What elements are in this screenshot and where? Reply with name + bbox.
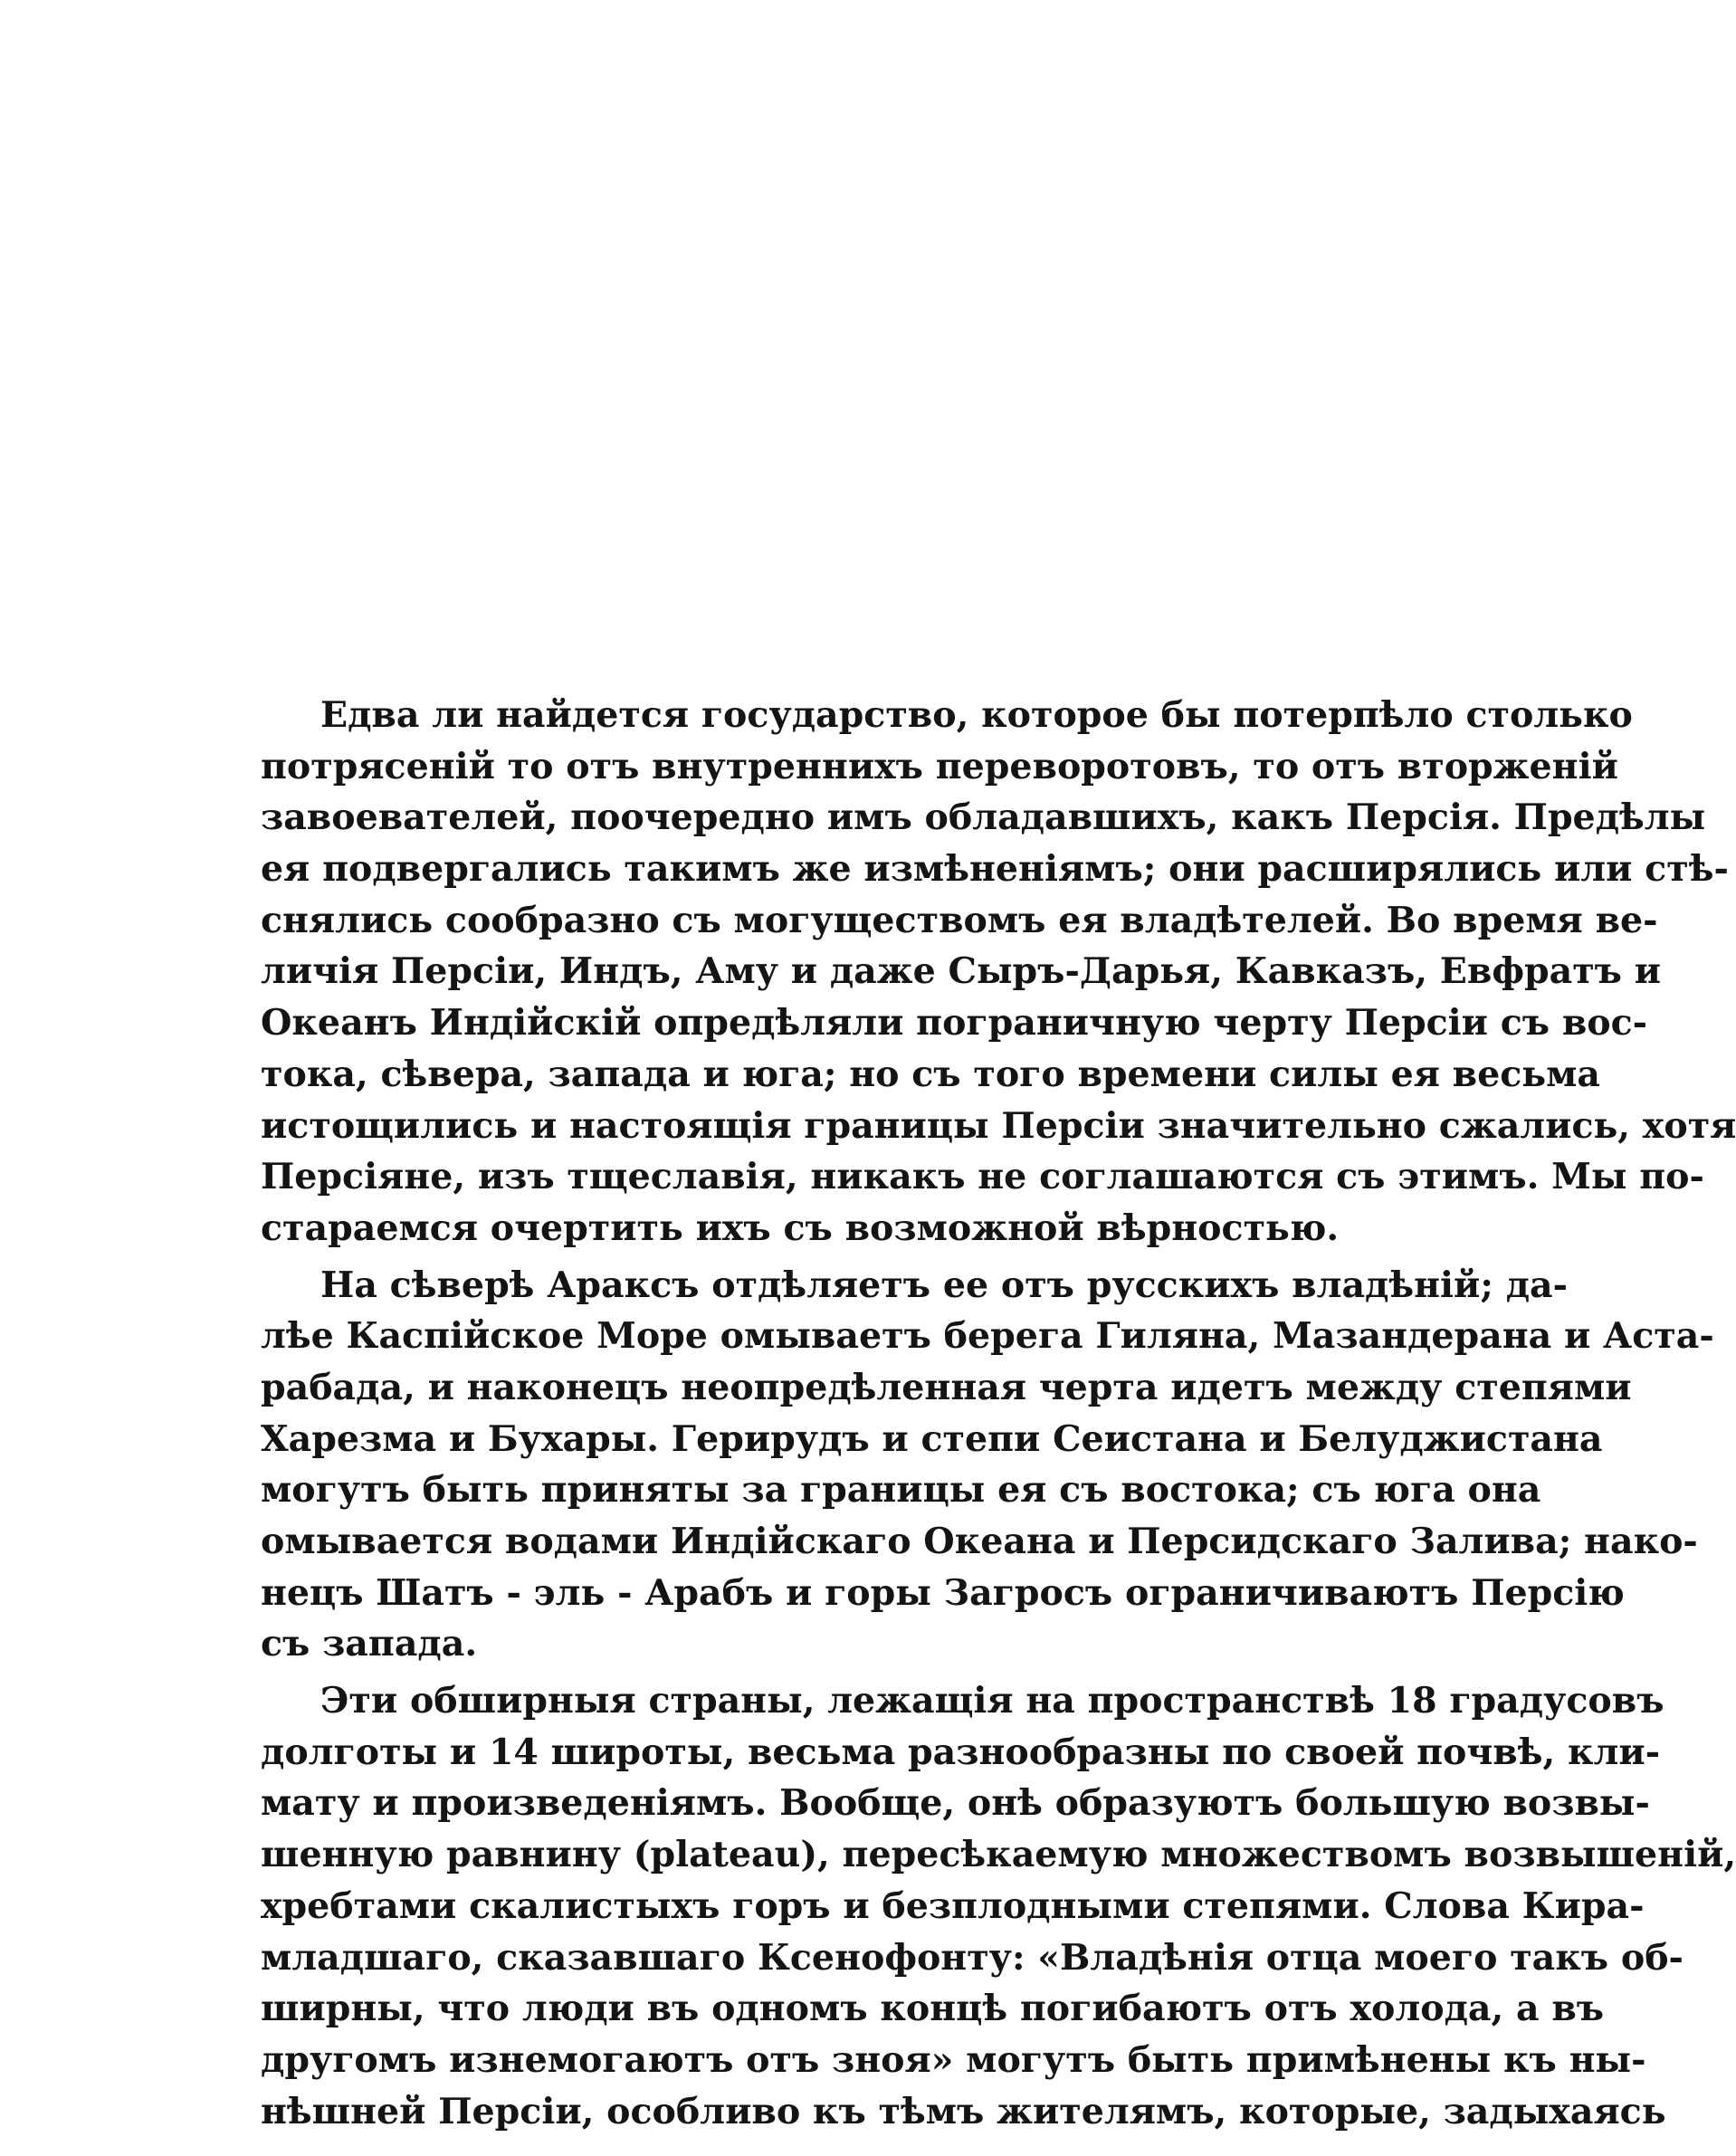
text-line: младшаго, сказавшаго Ксенофонту: «Владѣнiя отца моего такъ об- bbox=[261, 1936, 1684, 1979]
text-line: долготы и 14 широты, весьма разнообразны по своей почвѣ, кли- bbox=[261, 1731, 1661, 1773]
text-line: потрясенiй то отъ внутреннихъ переворотовъ, то отъ вторженiй bbox=[261, 745, 1618, 787]
text-line: хребтами скалистыхъ горъ и безплодными степями. Слова Кира- bbox=[261, 1884, 1645, 1927]
text-line: другомъ изнемогаютъ отъ зноя» могутъ быть примѣнены къ ны- bbox=[261, 2038, 1646, 2081]
text-line: личiя Персiи, Индъ, Аму и даже Сыръ-Дарья, Кавказъ, Евфратъ и bbox=[261, 950, 1662, 993]
text-line: Персiяне, изъ тщеславiя, никакъ не соглашаются съ этимъ. Мы по- bbox=[261, 1156, 1704, 1198]
text-line: Океанъ Индiйскiй опредѣляли пограничную черту Персiи съ вос- bbox=[261, 1002, 1648, 1045]
text-line: стараемся очертить ихъ съ возможной вѣрностью. bbox=[261, 1207, 1340, 1249]
text-line: тока, сѣвера, запада и юга; но съ того времени силы ея весьма bbox=[261, 1053, 1601, 1095]
text-line: Эти обширныя страны, лежащiя на пространствѣ 18 градусовъ bbox=[320, 1680, 1664, 1722]
text-line: лѣе Каспiйское Море омываетъ берега Гиляна, Мазандерана и Аста- bbox=[261, 1315, 1714, 1358]
body-text bbox=[261, 690, 1736, 2137]
text-line: съ запада. bbox=[261, 1623, 478, 1665]
text-line: могутъ быть приняты за границы ея съ востока; съ юга она bbox=[261, 1469, 1541, 1512]
text-line: Едва ли найдется государство, которое бы потерпѣло столько bbox=[320, 694, 1633, 736]
text-line: завоевателей, поочередно имъ обладавшихъ, какъ Персiя. Предѣлы bbox=[261, 797, 1706, 839]
text-line: рабада, и наконецъ неопредѣленная черта идетъ между степями bbox=[261, 1366, 1632, 1408]
text-line: снялись сообразно съ могуществомъ ея владѣтелей. Во время ве- bbox=[261, 899, 1658, 941]
text-line: нецъ Шатъ - эль - Арабъ и горы Загросъ ограничиваютъ Персiю bbox=[261, 1571, 1625, 1614]
text-line: ширны, что люди въ одномъ концѣ погибаютъ отъ холода, а въ bbox=[261, 1988, 1605, 2030]
text-line: мату и произведенiямъ. Вообще, онѣ образуютъ большую возвы- bbox=[261, 1782, 1650, 1825]
text-line: На сѣверѣ Араксъ отдѣляетъ ее отъ русскихъ владѣнiй; да- bbox=[320, 1264, 1569, 1306]
text-line: омывается водами Индiйскаго Океана и Персидскаго Залива; нако- bbox=[261, 1521, 1698, 1562]
text-line: шенную равнину (plateau), пересѣкаемую множествомъ возвышенiй, bbox=[261, 1834, 1736, 1876]
text-line: истощились и настоящiя границы Персiи значительно сжались, хотя bbox=[261, 1104, 1736, 1147]
text-line: нѣшней Персiи, особливо къ тѣмъ жителямъ, которые, задыхаясь bbox=[261, 2090, 1666, 2132]
text-line: Харезма и Бухары. Герирудъ и степи Сеистана и Белуджистана bbox=[261, 1417, 1603, 1460]
text-line: ея подвергались такимъ же измѣненiямъ; они расширялись или стѣ- bbox=[261, 848, 1729, 891]
